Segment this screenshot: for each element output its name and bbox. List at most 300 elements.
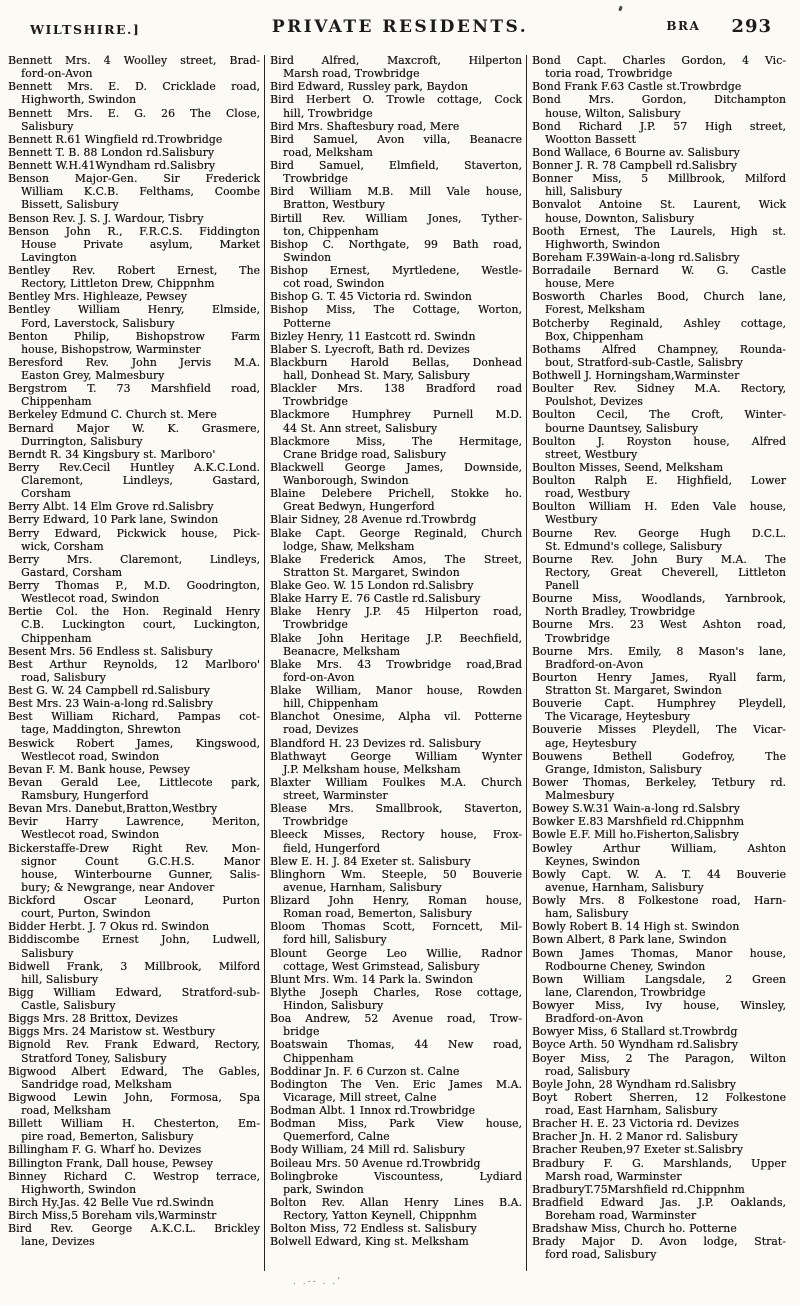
index-letters: BRA	[666, 19, 701, 33]
entry-line: Bowley Arthur William, Ashton	[532, 841, 786, 855]
entry-line: Sandridge road, Melksham	[21, 1077, 172, 1091]
directory-entry	[8, 264, 260, 290]
directory-entry	[8, 80, 260, 106]
entry-line: hill, Trowbridge	[283, 106, 373, 120]
directory-entry	[270, 592, 522, 605]
entry-line: field, Hungerford	[283, 841, 381, 855]
entry-line: wick, Corsham	[21, 539, 104, 553]
directory-entry	[532, 343, 786, 369]
directory-entry	[8, 356, 260, 382]
entry-line: Bird Alfred, Maxcroft, Hilperton	[270, 54, 522, 67]
directory-entry	[8, 1065, 260, 1091]
entry-line: Corsham	[21, 487, 71, 501]
directory-entry	[270, 1065, 522, 1078]
entry-line: Beanacre, Melksham	[283, 644, 401, 658]
directory-entry	[8, 933, 260, 959]
entry-line: Blake Frederick Amos, The Street,	[270, 552, 522, 566]
directory-entry	[270, 356, 522, 382]
entry-line: bourne Dauntsey, Salisbury	[545, 421, 699, 435]
entry-line: Grange, Idmiston, Salisbury	[545, 762, 702, 776]
ink-speck	[618, 6, 623, 12]
entry-line: Boatswain Thomas, 44 New road,	[270, 1038, 522, 1052]
directory-entry	[532, 474, 786, 500]
entry-line: Blair Sidney, 28 Avenue rd.Trowbrdg	[270, 513, 477, 527]
entry-line: Boulter Rev. Sidney M.A. Rectory,	[532, 382, 786, 396]
entry-line: hall, Donhead St. Mary, Salisbury	[283, 369, 470, 382]
directory-entry	[532, 828, 786, 841]
entry-line: Blease Mrs. Smallbrook, Staverton,	[270, 802, 522, 816]
entry-line: Wootton Bassett	[545, 132, 636, 146]
directory-entry	[270, 947, 522, 973]
directory-entry	[532, 93, 786, 119]
directory-entry	[8, 422, 260, 448]
entry-line: Birch Hy.Jas. 42 Belle Vue rd.Swindn	[8, 1195, 214, 1209]
directory-entry	[532, 868, 786, 894]
entry-line: signor Count G.C.H.S. Manor	[21, 854, 260, 868]
entry-line: Bevir Harry Lawrence, Meriton,	[8, 815, 260, 829]
directory-entry	[8, 290, 260, 303]
entry-line: Bennett T. B. 88 London rd.Salisbury	[8, 145, 215, 159]
entry-line: Bevan Gerald Lee, Littlecote park,	[8, 775, 260, 789]
entry-line: Quemerford, Calne	[283, 1130, 390, 1144]
entry-line: Bennett Mrs. 4 Woolley street, Brad-	[8, 54, 260, 67]
entry-line: Rectory, Yatton Keynell, Chippnhm	[283, 1209, 477, 1222]
entry-line: ford-on-Avon	[283, 670, 355, 684]
entry-line: Blizard John Henry, Roman house,	[270, 894, 522, 907]
entry-line: Great Bedwyn, Hungerford	[283, 500, 435, 514]
directory-entry	[270, 527, 522, 553]
entry-line: lane, Devizes	[21, 1235, 95, 1249]
directory-entry	[270, 264, 522, 290]
entry-line: Bradfield Edward Jas. J.P. Oaklands,	[532, 1195, 786, 1209]
directory-entry	[532, 592, 786, 618]
entry-line: Brady Major D. Avon lodge, Strat-	[532, 1235, 786, 1249]
directory-entry	[270, 894, 522, 920]
directory-entry	[532, 894, 786, 920]
directory-entry	[8, 1117, 260, 1143]
directory-entry	[270, 487, 522, 513]
directory-entry	[270, 920, 522, 946]
entry-line: ford road, Salisbury	[545, 1248, 657, 1262]
directory-entry	[270, 1235, 522, 1248]
entry-line: Blaber S. Lyecroft, Bath rd. Devizes	[270, 342, 470, 356]
entry-line: Bishop C. Northgate, 99 Bath road,	[270, 237, 522, 251]
entry-line: Bowly Capt. W. A. T. 44 Bouverie	[532, 867, 786, 881]
entry-line: Bizley Henry, 11 Eastcott rd. Swindn	[270, 329, 476, 343]
directory-entry	[8, 842, 260, 895]
entry-line: Blythe Joseph Charles, Rose cottage,	[270, 985, 522, 999]
entry-line: ham, Salisbury	[545, 907, 629, 921]
entry-line: Birch Miss,5 Boreham vils,Warminstr	[8, 1209, 217, 1222]
entry-line: Westbury	[545, 513, 598, 527]
directory-entry	[532, 697, 786, 723]
entry-line: Besent Mrs. 56 Endless st. Salisbury	[8, 644, 213, 658]
entry-line: Boulton Cecil, The Croft, Winter-	[532, 408, 786, 422]
entry-line: Potterne	[283, 316, 331, 330]
entry-line: tage, Maddington, Shrewton	[21, 723, 181, 737]
entry-line: Blanchot Onesime, Alpha vil. Potterne	[270, 710, 522, 724]
entry-line: Bickford Oscar Leonard, Purton	[8, 894, 260, 907]
column-2	[270, 54, 522, 1248]
directory-entry	[532, 802, 786, 815]
entry-line: Rectory, Great Cheverell, Littleton	[545, 565, 786, 579]
entry-line: age, Heytesbury	[545, 736, 637, 750]
entry-line: house, Bishopstrow, Warminster	[21, 342, 201, 356]
entry-line: Bourton Henry James, Ryall farm,	[532, 670, 786, 684]
directory-entry	[8, 1038, 260, 1064]
entry-line: Bishop Ernest, Myrtledene, Westle-	[270, 264, 522, 277]
entry-line: Blake William, Manor house, Rowden	[270, 684, 522, 697]
entry-line: Beresford Rev. John Jervis M.A.	[8, 355, 260, 369]
entry-line: Bracher Reuben,97 Exeter st.Salisbry	[532, 1143, 743, 1157]
entry-line: lodge, Shaw, Melksham	[283, 539, 415, 553]
entry-line: Bratton, Westbury	[283, 198, 385, 212]
directory-entry	[532, 317, 786, 343]
entry-line: Bracher H. E. 23 Victoria rd. Devizes	[532, 1117, 739, 1131]
entry-line: Bickerstaffe-Drew Right Rev. Mon-	[8, 841, 260, 855]
directory-entry	[532, 920, 786, 933]
directory-entry	[270, 303, 522, 329]
directory-entry	[532, 198, 786, 224]
directory-entry	[8, 133, 260, 146]
directory-entry	[8, 1196, 260, 1209]
entry-line: Bothams Alfred Champney, Rounda-	[532, 342, 786, 356]
directory-entry	[8, 513, 260, 526]
directory-entry	[8, 658, 260, 684]
entry-line: Marsh road, Warminster	[545, 1169, 682, 1183]
entry-line: Berkeley Edmund C. Church st. Mere	[8, 408, 217, 422]
entry-line: Forest, Melksham	[545, 303, 645, 317]
entry-line: Bothwell J. Horningsham,Warminster	[532, 369, 740, 382]
directory-entry	[532, 618, 786, 644]
entry-line: Blake Capt. George Reginald, Church	[270, 526, 522, 540]
entry-line: Bennett R.61 Wingfield rd.Trowbridge	[8, 132, 223, 146]
entry-line: Ramsbury, Hungerford	[21, 789, 149, 802]
directory-entry	[270, 710, 522, 736]
entry-line: Body William, 24 Mill rd. Salisbury	[270, 1143, 465, 1157]
entry-line: Bleeck Misses, Rectory house, Frox-	[270, 828, 522, 842]
directory-entry	[532, 842, 786, 868]
entry-line: house, Wilton, Salisbury	[545, 106, 681, 120]
column-3	[532, 54, 786, 1262]
directory-entry	[8, 225, 260, 264]
entry-line: Bevan F. M. Bank house, Pewsey	[8, 762, 190, 776]
directory-entry	[532, 527, 786, 553]
entry-line: Bowle E.F. Mill ho.Fisherton,Salisbry	[532, 828, 739, 842]
directory-entry	[270, 185, 522, 211]
entry-line: House Private asylum, Market	[21, 237, 260, 251]
entry-line: Bernard Major W. K. Grasmere,	[8, 421, 260, 435]
entry-line: Billett William H. Chesterton, Em-	[8, 1117, 260, 1131]
directory-entry	[532, 671, 786, 697]
entry-line: Trowbridge	[545, 631, 610, 645]
directory-entry	[8, 1170, 260, 1196]
entry-line: Westlecot road, Swindon	[21, 828, 160, 842]
entry-line: Boulton J. Royston house, Alfred	[532, 434, 786, 448]
entry-line: Benson Major-Gen. Sir Frederick	[8, 172, 260, 186]
entry-line: Berry Mrs. Claremont, Lindleys,	[8, 552, 260, 566]
directory-entry	[270, 986, 522, 1012]
directory-entry	[532, 225, 786, 251]
entry-line: Poulshot, Devizes	[545, 395, 643, 409]
directory-entry	[270, 1012, 522, 1038]
directory-entry	[8, 172, 260, 211]
entry-line: Bourne Rev. John Bury M.A. The	[532, 552, 786, 566]
directory-entry	[8, 527, 260, 553]
directory-entry	[270, 868, 522, 894]
directory-entry	[270, 684, 522, 710]
entry-line: The Vicarage, Heytesbury	[545, 710, 690, 724]
entry-line: house, Mere	[545, 277, 615, 291]
directory-entry	[532, 264, 786, 290]
entry-line: court, Purton, Swindon	[21, 907, 151, 921]
entry-line: Blackwell George James, Downside,	[270, 460, 522, 474]
entry-line: Best G. W. 24 Campbell rd.Salisbury	[8, 684, 210, 697]
directory-entry	[270, 1222, 522, 1235]
entry-line: Chippenham	[21, 631, 92, 645]
directory-entry	[8, 802, 260, 815]
directory-entry	[8, 1157, 260, 1170]
directory-entry	[8, 553, 260, 579]
entry-line: Blaxter William Foulkes M.A. Church	[270, 775, 522, 789]
entry-line: Bidder Herbt. J. 7 Okus rd. Swindon	[8, 920, 210, 934]
county-running-head: WILTSHIRE.]	[30, 22, 141, 37]
directory-entry	[270, 1196, 522, 1222]
entry-line: Bower Thomas, Berkeley, Tetbury rd.	[532, 775, 786, 789]
entry-line: Boyt Robert Sherren, 12 Folkestone	[532, 1090, 786, 1104]
entry-line: Benson Rev. J. S. J. Wardour, Tisbry	[8, 211, 204, 225]
entry-line: Ford, Laverstock, Salisbury	[21, 316, 175, 330]
directory-entry	[270, 1078, 522, 1104]
directory-entry	[8, 684, 260, 697]
entry-line: Bowker E.83 Marshfield rd.Chippnhm	[532, 815, 745, 829]
entry-line: Bouverie Misses Pleydell, The Vicar-	[532, 723, 786, 737]
directory-entry	[270, 658, 522, 684]
directory-entry	[8, 920, 260, 933]
entry-line: cot road, Swindon	[283, 277, 385, 291]
entry-line: J.P. Melksham house, Melksham	[283, 762, 461, 776]
directory-entry	[270, 1170, 522, 1196]
entry-line: Bond Capt. Charles Gordon, 4 Vic-	[532, 54, 786, 67]
directory-entry	[8, 605, 260, 644]
entry-line: house, Downton, Salisbury	[545, 211, 695, 225]
entry-line: Bodman Albt. 1 Innox rd.Trowbridge	[270, 1104, 476, 1117]
entry-line: Bolton Rev. Allan Henry Lines B.A.	[270, 1195, 522, 1209]
directory-entry	[8, 1143, 260, 1156]
directory-entry	[270, 54, 522, 80]
directory-entry	[270, 290, 522, 303]
directory-entry	[532, 120, 786, 146]
entry-line: Bird Samuel, Avon villa, Beanacre	[270, 132, 522, 146]
entry-line: Boyle John, 28 Wyndham rd.Salisbry	[532, 1077, 736, 1091]
entry-line: Berndt R. 34 Kingsbury st. Marlboro'	[8, 447, 216, 461]
directory-entry	[532, 1091, 786, 1117]
directory-entry	[532, 435, 786, 461]
directory-entry	[532, 54, 786, 80]
entry-line: Bowyer Miss, 6 Stallard st.Trowbrdg	[532, 1025, 738, 1039]
entry-line: Bonner Miss, 5 Millbrook, Milford	[532, 172, 786, 186]
entry-line: bury; & Newgrange, near Andover	[21, 880, 215, 894]
directory-entry	[270, 1117, 522, 1143]
directory-entry	[8, 1025, 260, 1038]
directory-entry	[532, 146, 786, 159]
directory-entry	[270, 461, 522, 487]
directory-entry	[270, 1157, 522, 1170]
directory-entry	[270, 828, 522, 854]
directory-entry	[532, 1130, 786, 1143]
entry-line: Birtill Rev. William Jones, Tyther-	[270, 211, 522, 225]
entry-line: Berry Rev.Cecil Huntley A.K.C.Lond.	[8, 460, 260, 474]
entry-line: pire road, Bemerton, Salisbury	[21, 1130, 194, 1144]
entry-line: Bevan Mrs. Danebut,Bratton,Westbry	[8, 802, 218, 816]
entry-line: Bentley Rev. Robert Ernest, The	[8, 264, 260, 277]
entry-line: Berry Edward, 10 Park lane, Swindon	[8, 513, 219, 527]
directory-entry	[8, 448, 260, 461]
entry-line: Billingham F. G. Wharf ho. Devizes	[8, 1143, 202, 1157]
entry-line: Rodbourne Cheney, Swindon	[545, 959, 706, 973]
entry-line: Bouverie Capt. Humphrey Pleydell,	[532, 697, 786, 711]
entry-line: street, Westbury	[545, 447, 638, 461]
entry-line: park, Swindon	[283, 1182, 364, 1196]
page-reference	[666, 16, 772, 37]
entry-line: road, Melksham	[283, 145, 373, 159]
page-number: 293	[731, 16, 772, 37]
entry-line: Bown Albert, 8 Park lane, Swindon	[532, 933, 727, 947]
column-rule-right	[526, 55, 527, 1271]
entry-line: Berry Albt. 14 Elm Grove rd.Salisbry	[8, 500, 214, 514]
directory-entry	[8, 776, 260, 802]
directory-entry	[532, 1196, 786, 1222]
entry-line: Bidwell Frank, 3 Millbrook, Milford	[8, 959, 260, 973]
directory-entry	[8, 710, 260, 736]
entry-line: Blake Henry J.P. 45 Hilperton road,	[270, 605, 522, 619]
entry-line: Gastard, Corsham	[21, 565, 123, 579]
directory-entry	[270, 750, 522, 776]
directory-entry	[532, 776, 786, 802]
entry-line: Blackmore Miss, The Hermitage,	[270, 434, 522, 448]
directory-entry	[532, 553, 786, 592]
entry-line: Bird Rev. George A.K.C.L. Brickley	[8, 1222, 260, 1236]
entry-line: Biggs Mrs. 24 Maristow st. Westbury	[8, 1025, 215, 1039]
entry-line: Vicarage, Mill street, Calne	[283, 1090, 437, 1104]
entry-line: Salisbury	[21, 119, 74, 133]
entry-line: Biddiscombe Ernest John, Ludwell,	[8, 933, 260, 947]
directory-entry	[532, 750, 786, 776]
directory-entry	[532, 645, 786, 671]
directory-entry	[8, 1222, 260, 1248]
directory-entry	[270, 579, 522, 592]
entry-line: bout, Stratford-sub-Castle, Salisbry	[545, 355, 743, 369]
directory-entry	[270, 973, 522, 986]
entry-line: Keynes, Swindon	[545, 854, 640, 868]
entry-line: Bignold Rev. Frank Edward, Rectory,	[8, 1038, 260, 1052]
directory-entry	[8, 159, 260, 172]
entry-line: Bigwood Albert Edward, The Gables,	[8, 1064, 260, 1078]
entry-line: Westlecot road, Swindon	[21, 592, 160, 606]
entry-line: Rectory, Littleton Drew, Chippnhm	[21, 277, 215, 291]
entry-line: street, Warminster	[283, 789, 388, 802]
entry-line: Bowly Robert B. 14 High st. Swindon	[532, 920, 740, 934]
entry-line: Billington Frank, Dall house, Pewsey	[8, 1156, 213, 1170]
directory-entry	[270, 330, 522, 343]
entry-line: Blackler Mrs. 138 Bradford road	[270, 382, 522, 396]
entry-line: Bird Mrs. Shaftesbury road, Mere	[270, 119, 460, 133]
directory-entry	[532, 1052, 786, 1078]
entry-line: Highworth, Swindon	[21, 93, 137, 107]
entry-line: Boulton William H. Eden Vale house,	[532, 500, 786, 514]
entry-line: Bourne Mrs. 23 West Ashton road,	[532, 618, 786, 632]
entry-line: C.B. Luckington court, Luckington,	[21, 618, 260, 632]
entry-line: Blathwayt George William Wynter	[270, 749, 522, 763]
directory-entry	[532, 1025, 786, 1038]
entry-line: Bonner J. R. 78 Campbell rd.Salisbry	[532, 159, 737, 172]
entry-line: hill, Salisbury	[21, 972, 99, 986]
directory-entry	[532, 999, 786, 1025]
directory-entry	[532, 1222, 786, 1235]
entry-line: Borradaile Bernard W. G. Castle	[532, 264, 786, 277]
directory-entry	[270, 382, 522, 408]
entry-line: Bolton Miss, 72 Endless st. Salisbury	[270, 1222, 477, 1236]
directory-columns	[8, 54, 796, 1271]
directory-entry	[270, 212, 522, 238]
directory-entry	[8, 146, 260, 159]
directory-entry	[532, 947, 786, 973]
entry-line: Bourne Miss, Woodlands, Yarnbrook,	[532, 592, 786, 606]
directory-entry	[532, 1117, 786, 1130]
entry-line: Bird Edward, Russley park, Baydon	[270, 80, 468, 94]
entry-line: Bloom Thomas Scott, Forncett, Mil-	[270, 920, 522, 934]
entry-line: road, Devizes	[283, 723, 359, 737]
directory-entry	[532, 1183, 786, 1196]
entry-line: Blake Harry E. 76 Castle rd.Salisbury	[270, 592, 481, 606]
directory-entry	[532, 159, 786, 172]
entry-line: Marsh road, Trowbridge	[283, 67, 420, 81]
entry-line: Bodington The Ven. Eric James M.A.	[270, 1077, 522, 1091]
directory-entry	[8, 461, 260, 500]
directory-entry	[532, 172, 786, 198]
entry-line: Highworth, Swindon	[545, 237, 661, 251]
entry-line: Best Mrs. 23 Wain-a-long rd.Salisbry	[8, 697, 213, 711]
entry-line: Bolwell Edward, King st. Melksham	[270, 1235, 469, 1249]
directory-entry	[270, 120, 522, 133]
entry-line: Bosworth Charles Bood, Church lane,	[532, 290, 786, 304]
entry-line: Crane Bridge road, Salisbury	[283, 447, 446, 461]
directory-entry	[532, 1038, 786, 1051]
directory-entry	[8, 894, 260, 920]
entry-line: Bertie Col. the Hon. Reginald Henry	[8, 605, 260, 619]
directory-entry	[270, 159, 522, 185]
directory-entry	[8, 107, 260, 133]
entry-line: Bishop G. T. 45 Victoria rd. Swindon	[270, 290, 472, 304]
entry-line: Blinghorn Wm. Steeple, 50 Bouverie	[270, 867, 522, 881]
entry-line: road, Salisbury	[21, 670, 106, 684]
directory-entry	[532, 408, 786, 434]
directory-entry	[8, 212, 260, 225]
entry-line: Lavington	[21, 250, 77, 264]
directory-entry	[8, 697, 260, 710]
entry-line: Blunt Mrs. Wm. 14 Park la. Swindon	[270, 972, 473, 986]
entry-line: Highworth, Swindon	[21, 1182, 137, 1196]
entry-line: Bentley William Henry, Elmside,	[8, 303, 260, 317]
entry-line: road, East Harnham, Salisbury	[545, 1104, 718, 1117]
entry-line: Chippenham	[283, 1051, 354, 1065]
entry-line: Blackmore Humphrey Purnell M.D.	[270, 408, 522, 422]
entry-line: Boulton Misses, Seend, Melksham	[532, 460, 724, 474]
entry-line: Trowbridge	[283, 618, 348, 632]
page-title: PRIVATE RESIDENTS.	[271, 17, 529, 37]
directory-entry	[532, 933, 786, 946]
directory-entry	[532, 973, 786, 999]
